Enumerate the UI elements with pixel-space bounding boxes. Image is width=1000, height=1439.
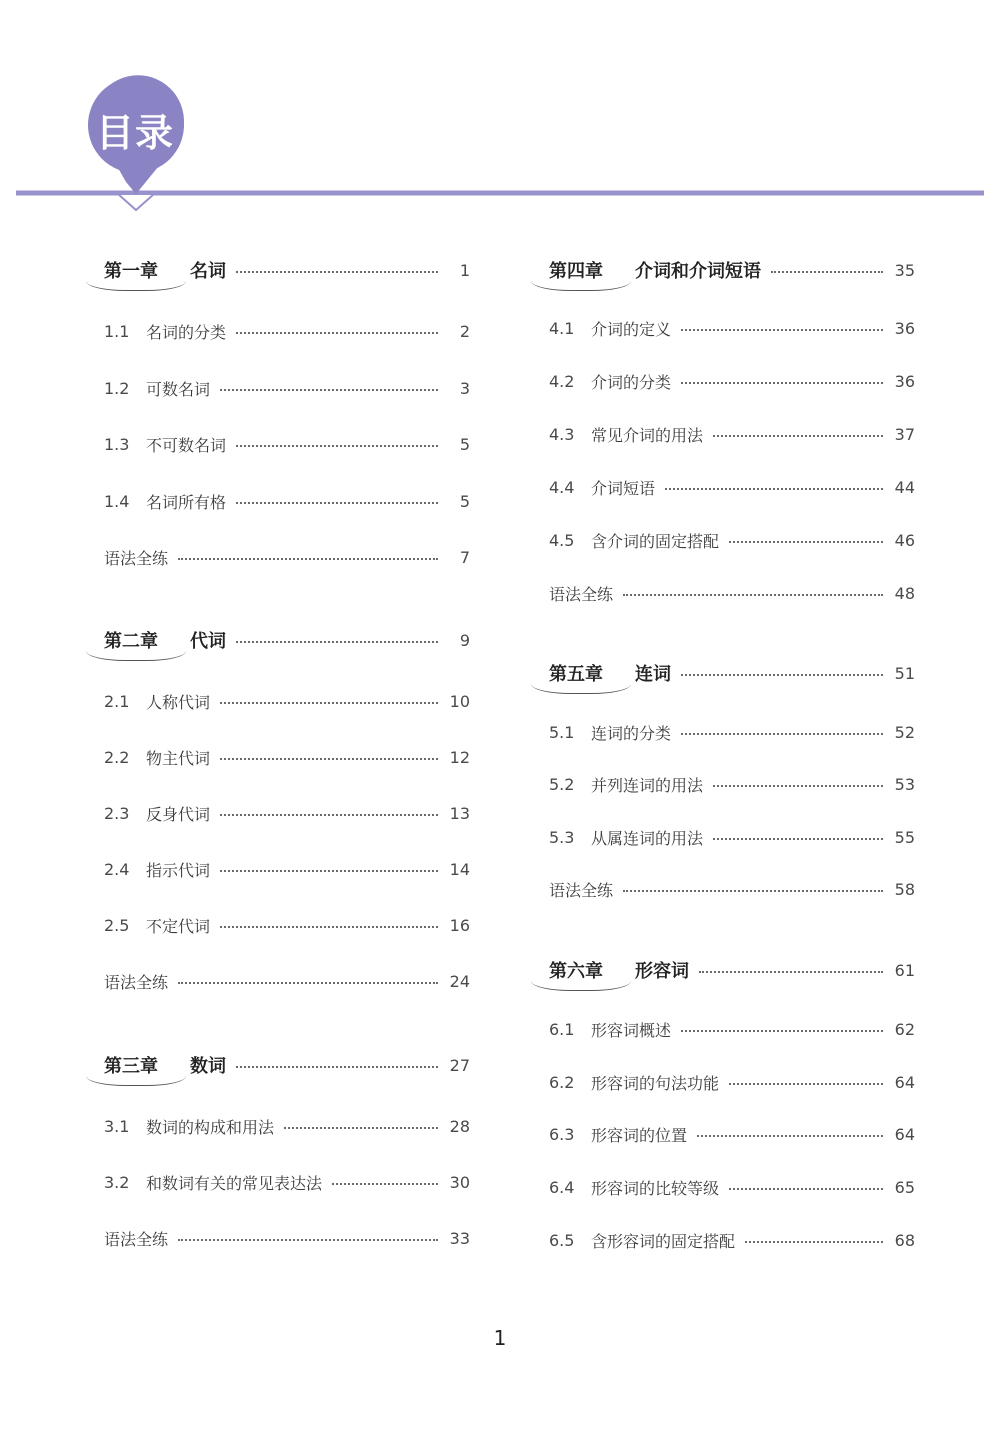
leader-dots: [178, 558, 438, 560]
toc-chapter-entry[interactable]: [549, 954, 915, 986]
toc-section-entry[interactable]: [104, 428, 470, 460]
chapter-name: 介词和介词短语: [635, 261, 761, 282]
section-title: 含形容词的固定搭配: [591, 1231, 736, 1251]
chapter-underline: [86, 280, 186, 291]
leader-dots: [713, 838, 883, 840]
chapter-underline: [86, 1075, 186, 1086]
section-title: 可数名词: [146, 379, 211, 399]
page-ref: 14: [449, 859, 470, 879]
chapter-name: 形容词: [635, 961, 689, 982]
leader-dots: [178, 1239, 438, 1241]
section-title: 介词短语: [591, 478, 656, 498]
toc-section-entry[interactable]: [549, 365, 915, 397]
section-number: 4.5: [549, 530, 575, 550]
leader-dots: [681, 382, 883, 384]
toc-section-entry[interactable]: [549, 716, 915, 748]
leader-dots: [220, 926, 438, 928]
leader-dots: [665, 488, 883, 490]
chapter-label-wrap: [549, 957, 603, 983]
page-ref: 48: [894, 583, 915, 603]
leader-dots: [220, 758, 438, 760]
section-number: 6.1: [549, 1019, 575, 1039]
page-ref: 9: [459, 630, 470, 650]
chapter-name: 名词: [190, 261, 226, 282]
leader-dots: [236, 641, 438, 643]
toc-section-entry[interactable]: [549, 524, 915, 556]
section-title: 名词所有格: [146, 492, 227, 512]
page-ref: 64: [894, 1072, 915, 1092]
toc-chapter-entry[interactable]: [104, 254, 470, 286]
section-number: 1.1: [104, 321, 130, 341]
page-ref: 30: [449, 1172, 470, 1192]
toc-section-entry[interactable]: [549, 1118, 915, 1150]
section-title: 并列连词的用法: [591, 775, 704, 795]
leader-dots: [681, 674, 883, 676]
toc-exercise-entry[interactable]: [104, 541, 470, 573]
chapter-label: 第三章: [104, 1056, 158, 1077]
leader-dots: [220, 870, 438, 872]
section-number: 2.2: [104, 747, 130, 767]
toc-section-entry[interactable]: [104, 853, 470, 885]
toc-section-entry[interactable]: [104, 1110, 470, 1142]
page-ref: 16: [449, 915, 470, 935]
chapter-label-wrap: [549, 660, 603, 686]
page-ref: 61: [894, 960, 915, 980]
toc-section-entry[interactable]: [549, 768, 915, 800]
toc-section-entry[interactable]: [104, 741, 470, 773]
page-ref: 68: [894, 1230, 915, 1250]
page-number: 1: [493, 1326, 507, 1350]
leader-dots: [178, 982, 438, 984]
page-ref: 2: [459, 321, 470, 341]
section-title: 物主代词: [146, 748, 211, 768]
leader-dots: [729, 1083, 883, 1085]
page-ref: 1: [459, 260, 470, 280]
section-title: 含介词的固定搭配: [591, 531, 720, 551]
section-title: 人称代词: [146, 692, 211, 712]
page-ref: 5: [459, 434, 470, 454]
section-number: 6.3: [549, 1124, 575, 1144]
exercise-title: 语法全练: [104, 548, 169, 568]
section-number: 5.3: [549, 827, 575, 847]
section-number: 6.4: [549, 1177, 575, 1197]
page-ref: 37: [894, 424, 915, 444]
chapter-label: 第五章: [549, 664, 603, 685]
chapter-label: 第六章: [549, 961, 603, 982]
section-number: 6.5: [549, 1230, 575, 1250]
leader-dots: [697, 1135, 883, 1137]
chapter-underline: [86, 650, 186, 661]
toc-section-entry[interactable]: [549, 1066, 915, 1098]
toc-section-entry[interactable]: [549, 312, 915, 344]
section-title: 常见介词的用法: [591, 425, 704, 445]
toc-section-entry[interactable]: [549, 418, 915, 450]
leader-dots: [623, 890, 883, 892]
section-number: 2.1: [104, 691, 130, 711]
toc-section-entry[interactable]: [549, 1013, 915, 1045]
exercise-title: 语法全练: [549, 880, 614, 900]
toc-section-entry[interactable]: [549, 1171, 915, 1203]
section-number: 2.4: [104, 859, 130, 879]
leader-dots: [236, 1066, 438, 1068]
page-ref: 53: [894, 774, 915, 794]
section-title: 形容词的位置: [591, 1125, 688, 1145]
page-ref: 5: [459, 491, 470, 511]
section-number: 4.2: [549, 371, 575, 391]
toc-title: 目录: [96, 111, 175, 155]
toc-exercise-entry[interactable]: [104, 1222, 470, 1254]
page-ref: 28: [449, 1116, 470, 1136]
section-number: 5.1: [549, 722, 575, 742]
section-number: 1.2: [104, 378, 130, 398]
chapter-label-wrap: [104, 1052, 158, 1078]
toc-section-entry[interactable]: [104, 909, 470, 941]
section-title: 从属连词的用法: [591, 828, 704, 848]
chapter-label-wrap: [549, 257, 603, 283]
section-title: 连词的分类: [591, 723, 672, 743]
leader-dots: [681, 1030, 883, 1032]
toc-section-entry[interactable]: [104, 1166, 470, 1198]
section-number: 4.3: [549, 424, 575, 444]
section-number: 4.1: [549, 318, 575, 338]
header-pointer: [118, 194, 154, 210]
toc-section-entry[interactable]: [104, 685, 470, 717]
toc-exercise-entry[interactable]: [549, 577, 915, 609]
chapter-name: 连词: [635, 664, 671, 685]
chapter-underline: [531, 683, 631, 694]
toc-section-entry[interactable]: [104, 315, 470, 347]
page-ref: 35: [894, 260, 915, 280]
page-ref: 51: [894, 663, 915, 683]
section-title: 名词的分类: [146, 322, 227, 342]
page-ref: 64: [894, 1124, 915, 1144]
chapter-label-wrap: [104, 627, 158, 653]
section-number: 1.4: [104, 491, 130, 511]
section-title: 指示代词: [146, 860, 211, 880]
section-title: 反身代词: [146, 804, 211, 824]
leader-dots: [681, 329, 883, 331]
leader-dots: [623, 594, 883, 596]
section-title: 介词的分类: [591, 372, 672, 392]
toc-chapter-entry[interactable]: [549, 254, 915, 286]
chapter-name: 数词: [190, 1056, 226, 1077]
section-title: 不定代词: [146, 916, 211, 936]
leader-dots: [220, 702, 438, 704]
exercise-title: 语法全练: [104, 972, 169, 992]
leader-dots: [220, 814, 438, 816]
chapter-label: 第二章: [104, 631, 158, 652]
leader-dots: [220, 389, 438, 391]
page-ref: 24: [449, 971, 470, 991]
page-ref: 36: [894, 371, 915, 391]
chapter-label: 第一章: [104, 261, 158, 282]
toc-chapter-entry[interactable]: [104, 1049, 470, 1081]
leader-dots: [236, 332, 438, 334]
leader-dots: [745, 1241, 883, 1243]
toc-section-entry[interactable]: [104, 485, 470, 517]
exercise-title: 语法全练: [549, 584, 614, 604]
section-number: 3.2: [104, 1172, 130, 1192]
chapter-underline: [531, 280, 631, 291]
toc-header: [0, 0, 1000, 220]
toc-section-entry[interactable]: [549, 1224, 915, 1256]
leader-dots: [713, 435, 883, 437]
page-ref: 58: [894, 879, 915, 899]
leader-dots: [236, 502, 438, 504]
page-ref: 36: [894, 318, 915, 338]
section-title: 形容词概述: [591, 1020, 672, 1040]
section-title: 形容词的比较等级: [591, 1178, 720, 1198]
leader-dots: [284, 1127, 438, 1129]
leader-dots: [236, 271, 438, 273]
toc-section-entry[interactable]: [549, 821, 915, 853]
leader-dots: [729, 541, 883, 543]
page-ref: 52: [894, 722, 915, 742]
leader-dots: [236, 445, 438, 447]
leader-dots: [713, 785, 883, 787]
section-number: 5.2: [549, 774, 575, 794]
section-number: 6.2: [549, 1072, 575, 1092]
section-number: 2.5: [104, 915, 130, 935]
section-title: 数词的构成和用法: [146, 1117, 275, 1137]
page-ref: 44: [894, 477, 915, 497]
page-ref: 62: [894, 1019, 915, 1039]
section-title: 不可数名词: [146, 435, 227, 455]
leader-dots: [332, 1183, 438, 1185]
page-ref: 55: [894, 827, 915, 847]
toc-section-entry[interactable]: [104, 797, 470, 829]
chapter-name: 代词: [190, 631, 226, 652]
toc-exercise-entry[interactable]: [104, 965, 470, 997]
section-title: 和数词有关的常见表达法: [146, 1173, 323, 1193]
page-ref: 46: [894, 530, 915, 550]
page-ref: 65: [894, 1177, 915, 1197]
page-ref: 13: [449, 803, 470, 823]
toc-section-entry[interactable]: [549, 471, 915, 503]
page-ref: 27: [449, 1055, 470, 1075]
page-ref: 10: [449, 691, 470, 711]
leader-dots: [699, 971, 883, 973]
leader-dots: [729, 1188, 883, 1190]
section-title: 介词的定义: [591, 319, 672, 339]
leader-dots: [681, 733, 883, 735]
section-number: 3.1: [104, 1116, 130, 1136]
section-number: 1.3: [104, 434, 130, 454]
exercise-title: 语法全练: [104, 1229, 169, 1249]
chapter-underline: [531, 980, 631, 991]
page-ref: 3: [459, 378, 470, 398]
toc-chapter-entry[interactable]: [549, 657, 915, 689]
section-title: 形容词的句法功能: [591, 1073, 720, 1093]
page-ref: 7: [459, 547, 470, 567]
section-number: 4.4: [549, 477, 575, 497]
chapter-label-wrap: [104, 257, 158, 283]
toc-exercise-entry[interactable]: [549, 873, 915, 905]
toc-chapter-entry[interactable]: [104, 624, 470, 656]
page-ref: 12: [449, 747, 470, 767]
section-number: 2.3: [104, 803, 130, 823]
page-ref: 33: [449, 1228, 470, 1248]
leader-dots: [771, 271, 883, 273]
chapter-label: 第四章: [549, 261, 603, 282]
toc-section-entry[interactable]: [104, 372, 470, 404]
